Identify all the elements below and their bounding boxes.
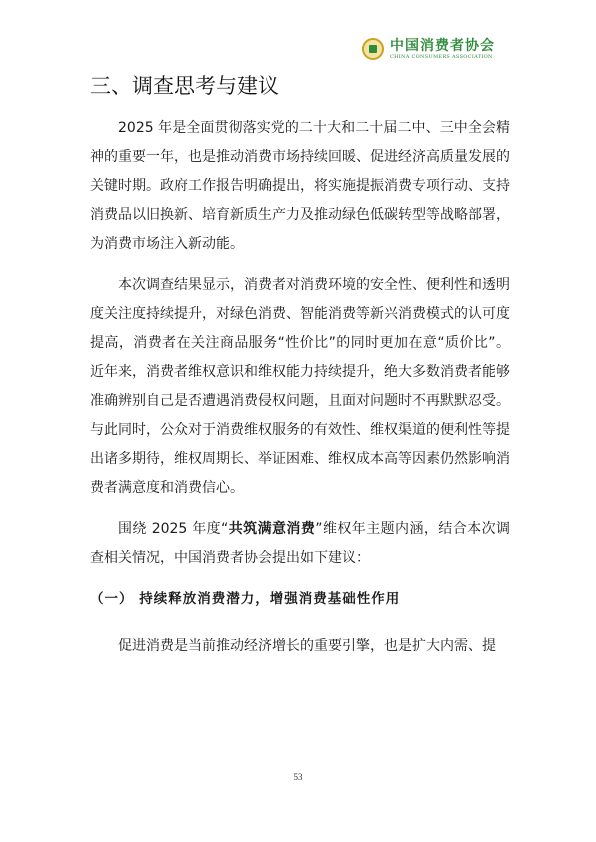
org-name-cn: 中国消费者协会 [390,37,495,54]
cca-emblem-icon [362,38,384,60]
paragraph-3-tail: ”维权年主题内涵，结合本次调查相关情况，中国消费者协会提出如下建议： [90,521,510,566]
section-title: 三、调查思考与建议 [90,74,279,98]
header-logo [362,38,495,60]
paragraph-3 [90,515,510,573]
theme-highlight: 共筑满意消费 [228,521,316,537]
org-name-en: CHINA CONSUMERS ASSOCIATION [390,53,493,60]
paragraph-3-lead: 围绕 2025 年度“ [118,521,229,537]
subsection-heading: （一） 持续释放消费潜力，增强消费基础性作用 [90,591,401,607]
paragraph-1: 2025 年是全面贯彻落实党的二十大和二十届二中、三中全会精神的重要一年，也是推动消费市场持续回暖、促进经济高质量发展的关键时期。政府工作报告明确提出，将实施提振消费专项行动、支持消费品以旧换新、培育新质生产力及推动绿色低碳转型等战略部署，为消费市场注入新动能。 [90,120,510,252]
page-number: 53 [293,772,303,782]
logo-text [390,39,495,60]
document-body [90,114,510,673]
paragraph-2: 本次调查结果显示，消费者对消费环境的安全性、便利性和透明度关注度持续提升，对绿色消费、智能消费等新兴消费模式的认可度提高，消费者在关注商品服务“性价比”的同时更加在意“质价比”。近年来，消费者维权意识和维权能力持续提升，绝大多数消费者能够准确辨别自己是否遭遇消费侵权问题，且面对问题时不再默默忍受。与此同时，公众对于消费维权服务的有效性、维权渠道的便利性等提出诸多期待，维权周期长、举证困难、维权成本高等因素仍然影响消费者满意度和消费信心。 [90,277,510,496]
cca-emblem-center [369,45,377,53]
paragraph-4: 促进消费是当前推动经济增长的重要引擎，也是扩大内需、提 [118,638,496,654]
